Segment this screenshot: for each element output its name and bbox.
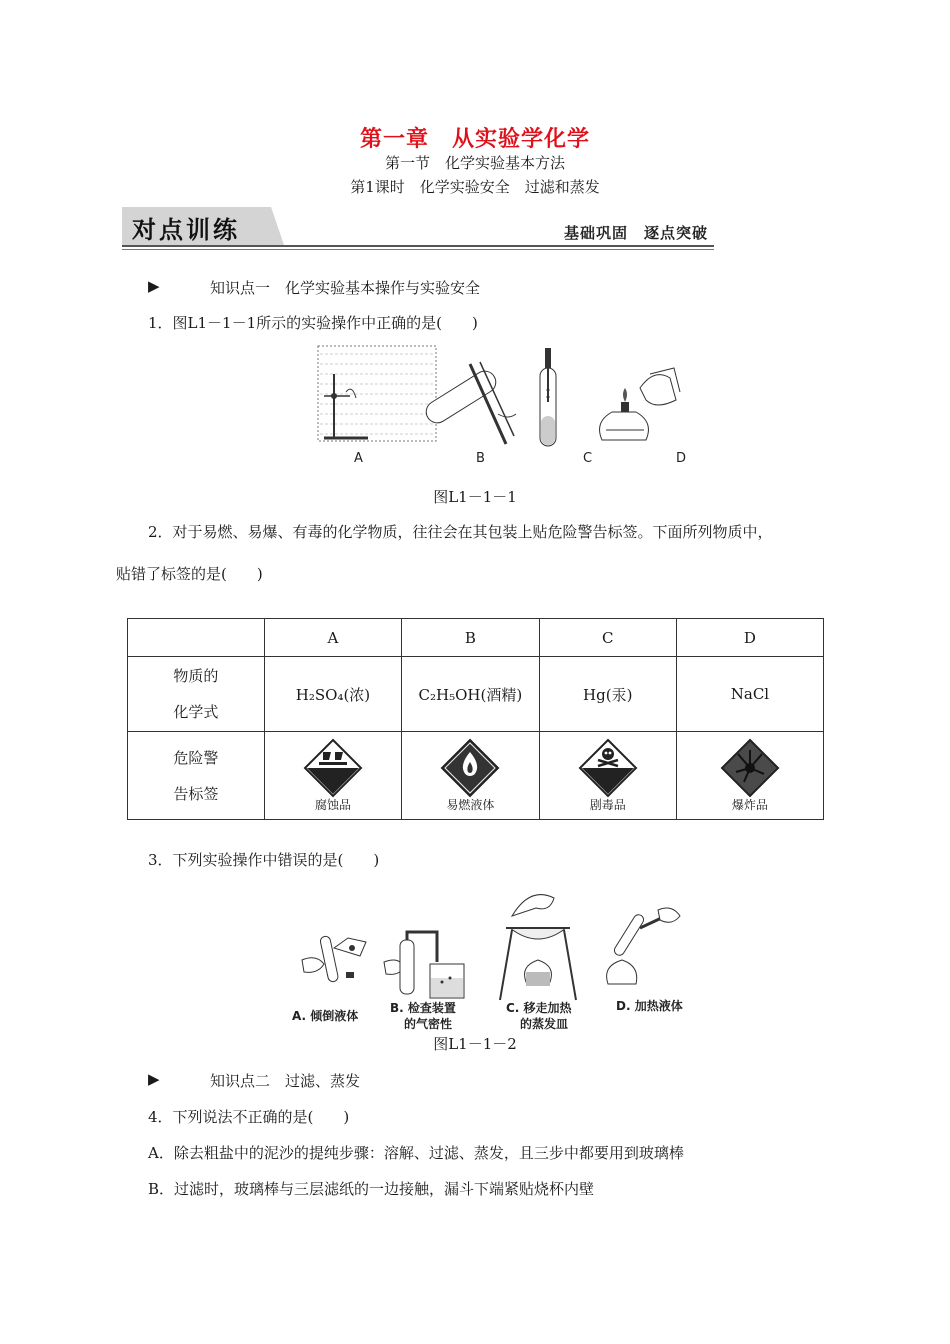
figure-option-a-image [318,346,436,441]
row-name-line: 化学式 [173,703,219,721]
hazard-label-cell [676,732,823,820]
row-name-line: 危险警 [173,748,219,767]
formula-cell: NaCl [676,657,823,732]
question-4: 4．下列说法不正确的是( ) [148,1108,350,1126]
figure-option-d-image [607,908,680,984]
banner-label: 对点训练 [132,216,240,244]
figure-option-d-image [600,368,680,440]
table-header-cell: C [539,619,676,657]
figure-l1-1-2 [290,888,710,1032]
toxic-sign-icon [578,738,638,798]
explosive-sign-icon [720,738,780,798]
figure-option-c-image [540,348,556,446]
formula-cell: H₂SO₄(浓) [264,657,401,732]
figure-option-b-image [422,362,516,444]
formula-cell: C₂H₅OH(酒精) [402,657,539,732]
chapter-title: 第一章 从实验学化学 [359,127,590,152]
hazard-label-cell [402,732,539,820]
figure-option-label: D. 加热液体 [616,999,683,1013]
table-header-row [128,619,824,657]
formula-cell: Hg(汞) [539,657,676,732]
corrosive-sign-icon [303,738,363,798]
figure-caption-1: 图L1－1－1 [433,488,517,506]
figure-option-label: C. 移走加热 [506,1001,572,1015]
hazard-label-cell [539,732,676,820]
banner-subtitle: 基础巩固 逐点突破 [563,224,708,242]
table-row [128,732,824,820]
question-1: 1．图L1－1－1所示的实验操作中正确的是( ) [148,314,478,332]
figure-option-label: B [476,451,485,466]
table-row-header [128,657,265,732]
knowledge-point-2 [148,1070,648,1090]
table-header-cell: B [402,619,539,657]
table-header-cell: A [264,619,401,657]
practice-banner [122,207,714,251]
figure-option-c-image [500,895,576,1000]
hazard-label-caption: 腐蚀品 [314,798,351,812]
question-2-line2: 贴错了标签的是( ) [116,565,263,583]
table-row [128,657,824,732]
question-3: 3．下列实验操作中错误的是( ) [148,851,380,869]
question-4-option-a: A．除去粗盐中的泥沙的提纯步骤：溶解、过滤、蒸发，且三步中都要用到玻璃棒 [148,1144,684,1162]
figure-option-label: A [354,451,363,466]
section-title: 第一节 化学实验基本方法 [384,154,565,172]
flammable-sign-icon [440,738,500,798]
hazard-label-caption: 爆炸品 [731,798,768,812]
knowledge-point-title: 知识点二 过滤、蒸发 [210,1072,361,1090]
hazard-label-table [127,618,824,820]
knowledge-point-1 [148,277,648,297]
hazard-label-caption: 易燃液体 [446,798,495,812]
lesson-title: 第1课时 化学实验安全 过滤和蒸发 [350,178,600,196]
figure-option-label: D [676,451,687,466]
table-corner-cell [128,619,265,657]
table-row-header [128,732,265,820]
figure-option-label: 的蒸发皿 [520,1017,569,1031]
play-marker-icon: ▶ [148,277,160,295]
table-header-cell: D [676,619,823,657]
figure-l1-1-1 [310,344,710,468]
knowledge-point-title: 知识点一 化学实验基本操作与实验安全 [210,279,481,297]
figure-option-label: A. 倾倒液体 [292,1009,359,1023]
banner-rule-thin [122,249,714,250]
figure-option-label: C [583,451,593,466]
figure-caption-2: 图L1－1－2 [433,1035,517,1053]
figure-option-label: B. 检查装置 [390,1001,456,1015]
figure-option-label: 的气密性 [404,1017,453,1031]
hazard-label-cell [264,732,401,820]
play-marker-icon: ▶ [148,1070,160,1088]
question-4-option-b: B．过滤时，玻璃棒与三层滤纸的一边接触，漏斗下端紧贴烧杯内壁 [148,1180,595,1198]
row-name-line: 物质的 [173,667,219,685]
figure-option-a-image [302,935,366,982]
question-2-line1: 2．对于易燃、易爆、有毒的化学物质，往往会在其包装上贴危险警告标签。下面所列物质中， [148,523,773,541]
row-name-line: 告标签 [173,784,219,803]
hazard-label-caption: 剧毒品 [589,798,626,812]
figure-option-b-image [384,932,464,998]
banner-rule [122,245,714,247]
